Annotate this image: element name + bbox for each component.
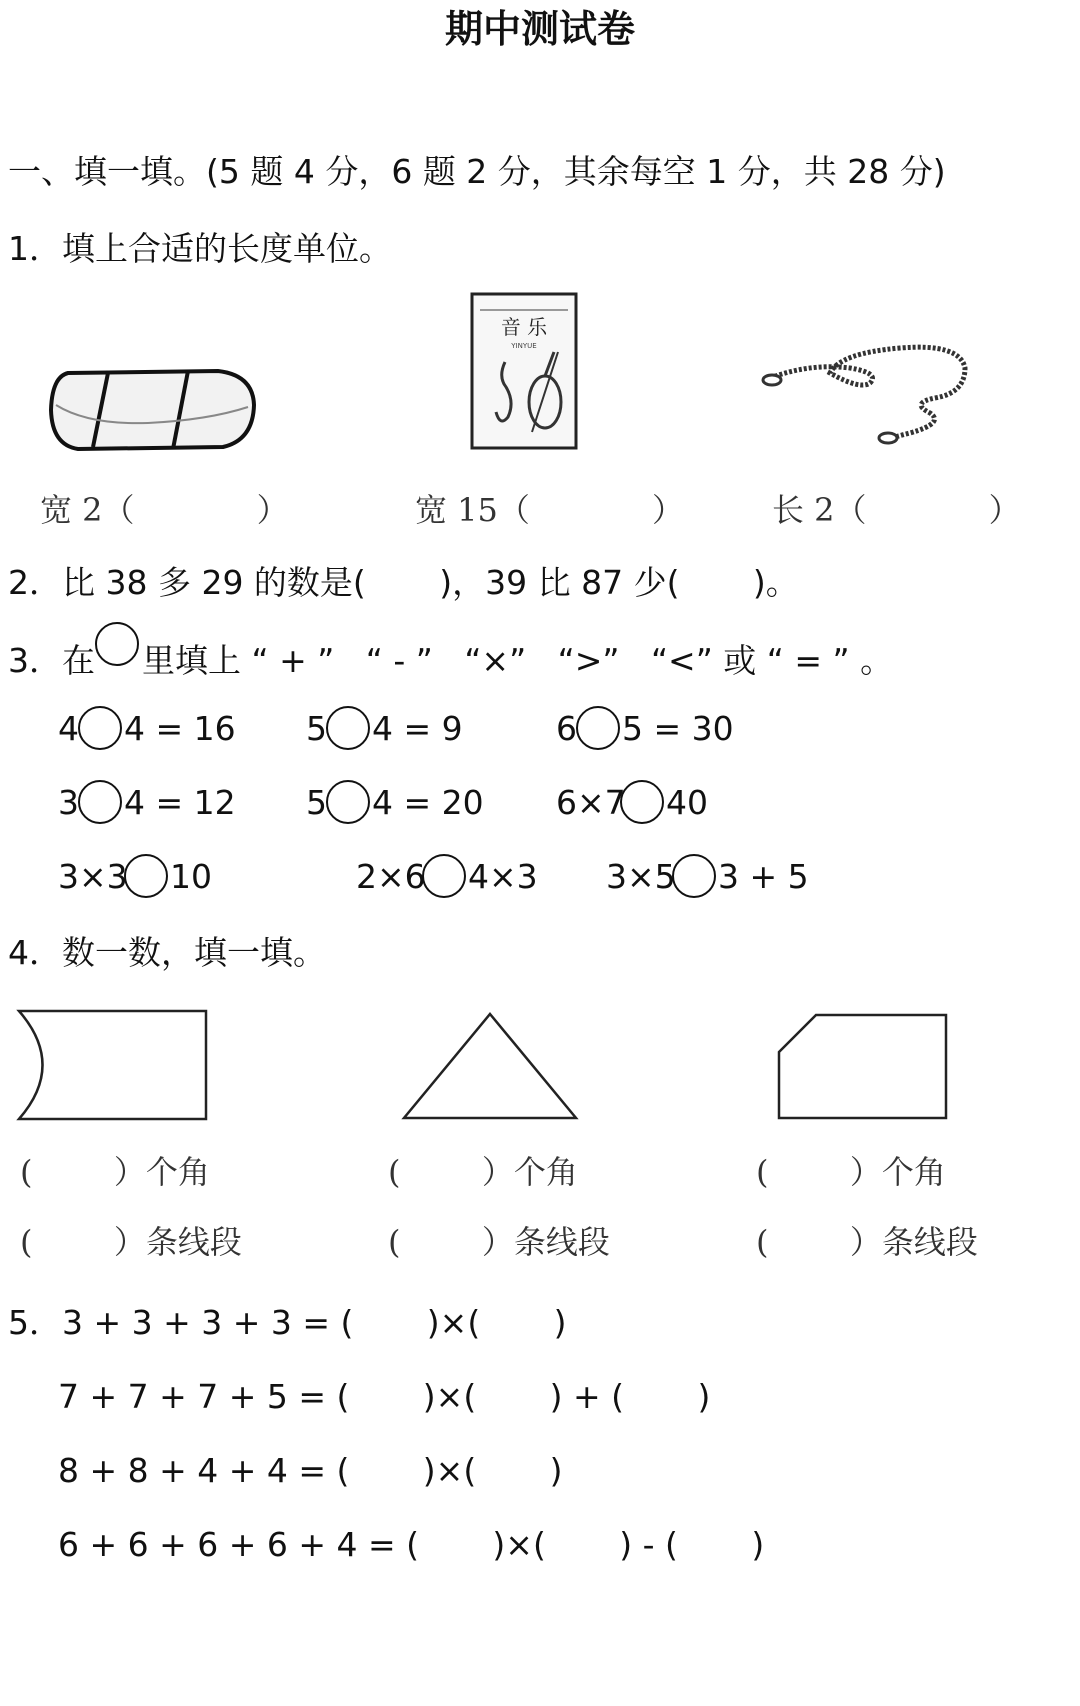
q3-item-left: 4: [58, 709, 79, 748]
q3-item-right: 40: [666, 783, 708, 822]
q3-item-right: 4 = 16: [124, 709, 236, 748]
question-3-prefix: 3．在: [8, 641, 95, 680]
eraser-image: [48, 365, 258, 455]
q3-item-right: 5 = 30: [622, 709, 734, 748]
page-title: 期中测试卷: [444, 7, 635, 51]
q1-label-eraser: 宽 2（ ）: [40, 491, 289, 529]
answer-circle[interactable]: [620, 780, 664, 824]
jump-rope-image: [760, 338, 972, 448]
svg-text:YINYUE: YINYUE: [511, 342, 537, 350]
answer-circle[interactable]: [124, 854, 168, 898]
q3-item-left: 2×6: [356, 857, 426, 896]
question-5-line: 5．3 + 3 + 3 + 3 = ( )×( ): [8, 1303, 567, 1342]
q3-item-left: 5: [306, 783, 327, 822]
q3-item-left: 6×7: [556, 783, 626, 822]
q4-angle-label: ( ）个角: [756, 1153, 946, 1191]
answer-circle[interactable]: [422, 854, 466, 898]
question-4-prompt: 4．数一数，填一填。: [8, 933, 326, 972]
section-heading: 一、填一填。(5 题 4 分，6 题 2 分，其余每空 1 分，共 28 分): [8, 152, 946, 191]
q3-item-right: 4 = 12: [124, 783, 236, 822]
question-3-suffix: 里填上 “ + ” “ - ” “×” “>” “<” 或 “ = ” 。: [142, 641, 894, 680]
answer-circle[interactable]: [672, 854, 716, 898]
q4-angle-label: ( ）个角: [388, 1153, 578, 1191]
q3-item-right: 3 + 5: [718, 857, 809, 896]
music-book-image: [470, 292, 578, 450]
answer-circle[interactable]: [326, 780, 370, 824]
q4-segment-label: ( ）条线段: [20, 1223, 242, 1261]
question-2-text: 2．比 38 多 29 的数是( )，39 比 87 少( )。: [8, 563, 799, 602]
q1-label-book: 宽 15（ ）: [415, 491, 684, 529]
answer-circle[interactable]: [78, 706, 122, 750]
q3-item-left: 3×5: [606, 857, 676, 896]
question-5-line: 7 + 7 + 7 + 5 = ( )×( ) + ( ): [58, 1377, 711, 1416]
q1-label-rope: 长 2（ ）: [772, 491, 1021, 529]
shape-cut-corner-rectangle: [776, 1012, 950, 1122]
answer-circle[interactable]: [576, 706, 620, 750]
answer-circle[interactable]: [78, 780, 122, 824]
question-5-line: 8 + 8 + 4 + 4 = ( )×( ): [58, 1451, 563, 1490]
answer-circle[interactable]: [326, 706, 370, 750]
question-1-prompt: 1．填上合适的长度单位。: [8, 229, 392, 268]
q3-item-right: 10: [170, 857, 212, 896]
q3-item-right: 4 = 20: [372, 783, 484, 822]
answer-circle[interactable]: [95, 622, 139, 666]
q3-item-right: 4×3: [468, 857, 538, 896]
q3-item-left: 3×3: [58, 857, 128, 896]
question-5-line: 6 + 6 + 6 + 6 + 4 = ( )×( ) - ( ): [58, 1525, 765, 1564]
q3-item-right: 4 = 9: [372, 709, 463, 748]
q3-item-left: 3: [58, 783, 79, 822]
q4-segment-label: ( ）条线段: [756, 1223, 978, 1261]
shape-concave-rectangle: [16, 1008, 212, 1124]
q3-item-left: 5: [306, 709, 327, 748]
q4-segment-label: ( ）条线段: [388, 1223, 610, 1261]
q3-item-left: 6: [556, 709, 577, 748]
shape-triangle: [400, 1010, 580, 1122]
q4-angle-label: ( ）个角: [20, 1153, 210, 1191]
svg-text:音 乐: 音 乐: [500, 315, 548, 339]
